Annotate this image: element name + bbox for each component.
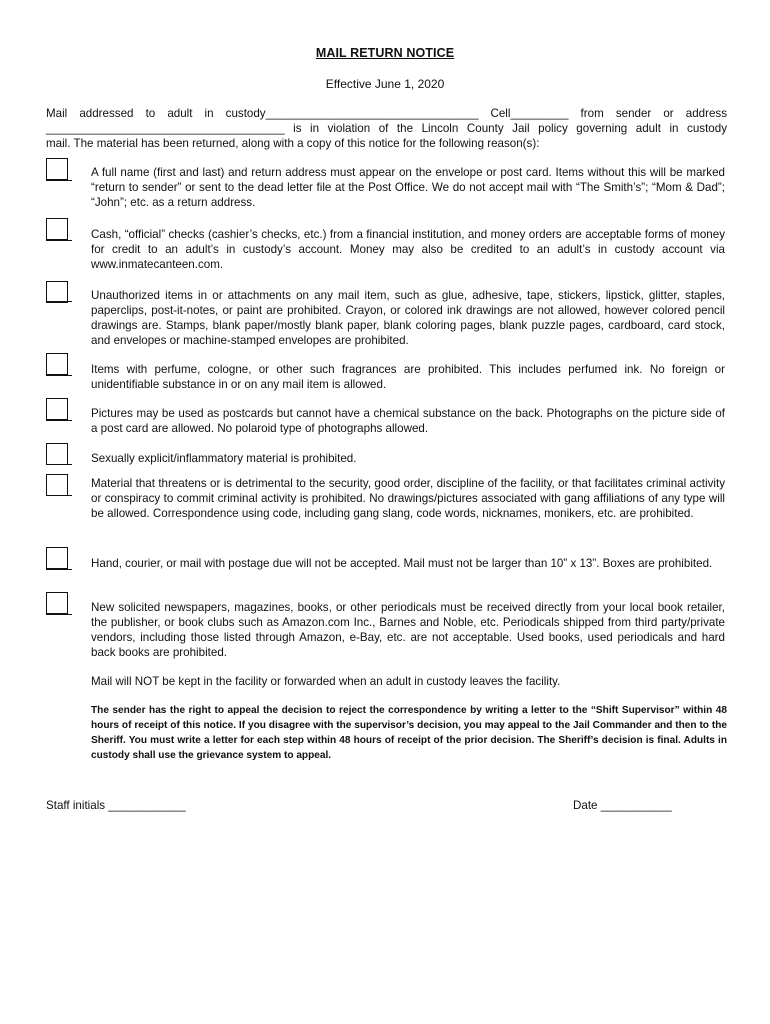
intro-line-1: Mail addressed to adult in custody_________________________________ Cell_________ from sender or address [46,107,727,120]
date-field[interactable]: Date ___________ [573,799,672,812]
effective-date: Effective June 1, 2020 [325,77,445,91]
checkbox-underline [46,569,72,570]
reason-checkbox[interactable] [46,218,68,240]
checkbox-underline [46,301,72,302]
page-title: MAIL RETURN NOTICE [315,46,455,60]
reason-text: Unauthorized items in or attachments on any mail item, such as glue, adhesive, tape, stickers, lipstick, glitter, staples, paperclips, post-it-notes, or paint are prohibited. Crayon, or colored ink drawings are not allowed, however colored pencil drawings are. Stamps, blank paper/mostly blank paper, blank coloring pages, blank puzzle pages, cardboard, card stock, and envelopes or machine-stamped envelopes are prohibited. [91,289,725,347]
forwarding-note: Mail will NOT be kept in the facility or forwarded when an adult in custody leaves the facility. [91,675,561,688]
checkbox-underline [46,464,72,465]
checkbox-underline [46,240,72,241]
checkbox-underline [46,495,72,496]
reason-checkbox[interactable] [46,398,68,420]
intro-line-3: mail. The material has been returned, along with a copy of this notice for the following reason(s): [46,137,540,150]
reason-text: New solicited newspapers, magazines, books, or other periodicals must be received directly from your local book retailer, the publisher, or book clubs such as Amazon.com Inc., Barnes and Noble, etc. Periodicals shipped from third party/private vendors, including those listed through Amazon, e-Bay, etc. are not acceptable. Used books, used periodicals and hard back books are prohibited. [91,601,725,659]
reason-checkbox[interactable] [46,353,68,375]
reason-checkbox[interactable] [46,474,68,496]
appeal-notice: The sender has the right to appeal the decision to reject the correspondence by writing a letter to the “Shift Supervisor” within 48 hours of receipt of this notice. If you disagree with the supervisor’s decision, you may appeal to the Jail Commander and then to the Sheriff. You must write a letter for each step within 48 hours of receipt of the prior decision. The Sheriff’s decision is final. Adults in custody shall use the grievance system to appeal. [91,705,727,761]
reason-checkbox[interactable] [46,547,68,569]
reason-text: Pictures may be used as postcards but cannot have a chemical substance on the back. Photographs on the picture side of a post card are allowed. No polaroid type of photographs allowed. [91,407,725,435]
checkbox-underline [46,375,72,376]
reason-text: Items with perfume, cologne, or other such fragrances are prohibited. This includes perfumed ink. No foreign or unidentifiable substance in or on any mail item is allowed. [91,363,725,391]
checkbox-underline [46,614,72,615]
intro-line-2: _____________________________________ is in violation of the Lincoln County Jail policy governing adult in custody [46,122,727,135]
reason-text: Sexually explicit/inflammatory material is prohibited. [91,452,357,465]
reason-checkbox[interactable] [46,281,68,303]
checkbox-underline [46,180,72,181]
reason-checkbox[interactable] [46,443,68,465]
staff-initials-field[interactable]: Staff initials ____________ [46,799,186,812]
reason-checkbox[interactable] [46,592,68,614]
intro-paragraph [46,106,727,151]
reason-checkbox[interactable] [46,158,68,180]
checkbox-underline [46,420,72,421]
reason-text: Material that threatens or is detrimental to the security, good order, discipline of the facility, or that facilitates criminal activity or conspiracy to commit criminal activity is prohibited. No drawings/pictures associated with gang affiliations of any type will be allowed. Correspondence using code, including gang slang, code words, nicknames, monikers, etc. are prohibited. [91,477,725,520]
reason-text: A full name (first and last) and return address must appear on the envelope or post card. Items without this will be marked “return to sender” or sent to the dead letter file at the Post Office. We do not accept mail with “The Smith’s”; “Mom & Dad”; “John”; etc. as a return address. [91,166,725,209]
reason-text: Hand, courier, or mail with postage due will not be accepted. Mail must not be larger than 10” x 13”. Boxes are prohibited. [91,557,713,570]
reason-text: Cash, “official” checks (cashier’s checks, etc.) from a financial institution, and money orders are acceptable forms of money for credit to an adult’s in custody’s account. Money may also be credited to an adult’s in custody account via www.inmatecanteen.com. [91,228,725,271]
